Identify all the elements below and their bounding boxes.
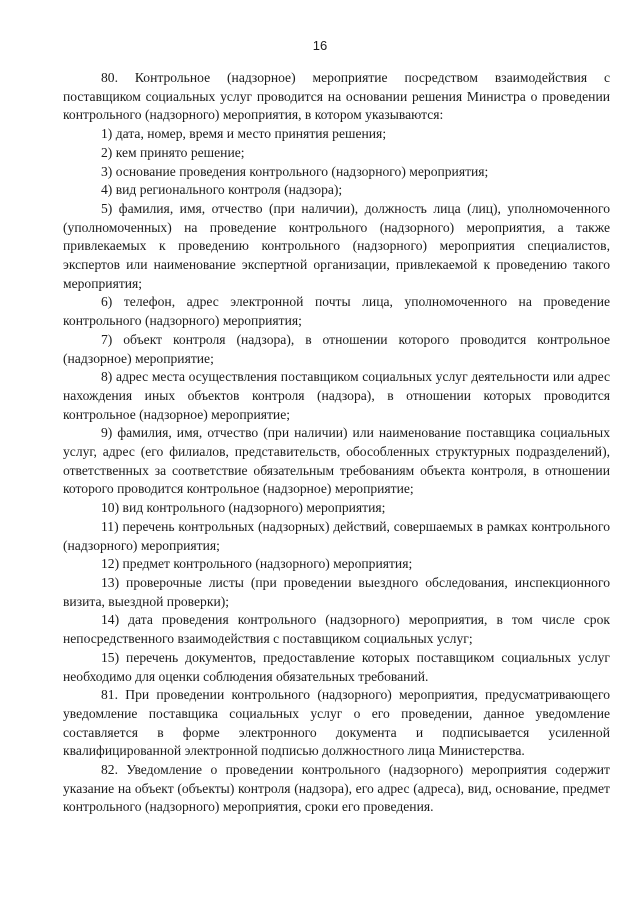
paragraph-81: 81. При проведении контрольного (надзорного) мероприятия, предусматривающего уведомление поставщика социальных услуг о его проведении, данное уведомление составляется в форме электронного документа и подписывается усиленной квалифицированной электронной подписью должностного лица Министерства. [63,687,610,759]
paragraph-82: 82. Уведомление о проведении контрольного (надзорного) мероприятия содержит указание на объект (объекты) контроля (надзора), его адрес (адреса), вид, основание, предмет контрольного (надзорного) мероприятия, сроки его проведения. [63,762,610,815]
list-item-6: 6) телефон, адрес электронной почты лица, уполномоченного на проведение контрольного (надзорного) мероприятия; [63,294,610,329]
list-item-3: 3) основание проведения контрольного (надзорного) мероприятия; [101,163,489,179]
list-item-1: 1) дата, номер, время и место принятия решения; [101,126,387,142]
list-item-12: 12) предмет контрольного (надзорного) мероприятия; [101,556,413,572]
page-number: 16 [312,38,328,53]
list-item-14: 14) дата проведения контрольного (надзорного) мероприятия, в том числе срок непосредственного взаимодействия с поставщиком социальных услуг; [63,612,610,647]
list-item-15: 15) перечень документов, предоставление которых поставщиком социальных услуг необходимо для оценки соблюдения обязательных требований. [63,649,610,684]
document-body [63,69,610,817]
list-item-4: 4) вид регионального контроля (надзора); [101,182,343,198]
list-item-2: 2) кем принято решение; [101,144,245,160]
list-item-13: 13) проверочные листы (при проведении выездного обследования, инспекционного визита, выездной проверки); [63,574,610,609]
paragraph-80: 80. Контрольное (надзорное) мероприятие посредством взаимодействия с поставщиком социальных услуг проводится на основании решения Министра о проведении контрольного (надзорного) мероприятия, в котором указываются: [63,70,610,123]
list-item-10: 10) вид контрольного (надзорного) мероприятия; [101,500,386,516]
list-item-5: 5) фамилия, имя, отчество (при наличии), должность лица (лиц), уполномоченного (уполномоченных) на проведение контрольного (надзорного) мероприятия, а также привлекаемых к проведению контрольного (надзорного) мероприятия специалистов, экспертов или наименование экспертной организации, привлекаемой к проведению такого мероприятия; [63,200,610,291]
list-item-7: 7) объект контроля (надзора), в отношении которого проводится контрольное (надзорное) мероприятие; [63,331,610,366]
list-item-8: 8) адрес места осуществления поставщиком социальных услуг деятельности или адрес нахождения иных объектов контроля (надзора), в отношении которых проводится контрольное (надзорное) мероприятие; [63,369,610,422]
list-item-11: 11) перечень контрольных (надзорных) действий, совершаемых в рамках контрольного (надзорного) мероприятия; [63,518,610,553]
list-item-9: 9) фамилия, имя, отчество (при наличии) или наименование поставщика социальных услуг, адрес (его филиалов, представительств, обособленных структурных подразделений), ответственных за соответствие обязательным требованиям объекта контроля, в отношении которого проводится контрольное (надзорное) мероприятие; [63,425,610,497]
